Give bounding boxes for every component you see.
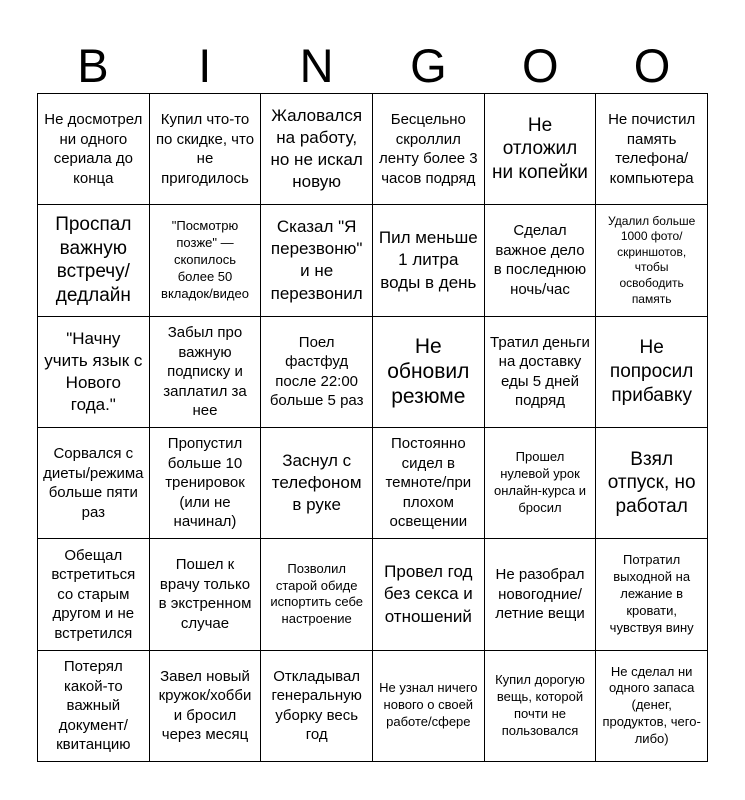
bingo-cell[interactable]: Постоянно сидел в темноте/при плохом освещении [373,428,485,539]
bingo-cell[interactable]: Купил дорогую вещь, которой почти не пользовался [485,651,597,762]
bingo-grid [37,93,708,762]
bingo-header [37,36,708,94]
bingo-cell[interactable]: "Начну учить язык с Нового года." [38,317,150,428]
bingo-cell[interactable]: Сделал важное дело в последнюю ночь/час [485,205,597,316]
bingo-cell[interactable]: Откладывал генеральную уборку весь год [261,651,373,762]
bingo-cell[interactable]: Сорвался с диеты/режима больше пяти раз [38,428,150,539]
bingo-cell[interactable]: Не попросил прибавку [596,317,708,428]
bingo-cell[interactable]: Поел фастфуд после 22:00 больше 5 раз [261,317,373,428]
header-letter: N [299,38,334,92]
bingo-cell[interactable]: Заснул с телефоном в руке [261,428,373,539]
bingo-cell[interactable]: Тратил деньги на доставку еды 5 дней подряд [485,317,597,428]
bingo-cell[interactable]: Позволил старой обиде испортить себе настроение [261,539,373,650]
header-letter: G [410,38,447,92]
bingo-cell[interactable]: Не почистил память телефона/компьютера [596,94,708,205]
bingo-cell[interactable]: Сказал "Я перезвоню" и не перезвонил [261,205,373,316]
bingo-cell[interactable]: Провел год без секса и отношений [373,539,485,650]
bingo-cell[interactable]: Проспал важную встречу/дедлайн [38,205,150,316]
bingo-cell[interactable]: Прошел нулевой урок онлайн-курса и бросил [485,428,597,539]
bingo-cell[interactable]: Жаловался на работу, но не искал новую [261,94,373,205]
bingo-cell[interactable]: Завел новый кружок/хобби и бросил через месяц [150,651,262,762]
header-letter: O [521,38,559,92]
header-letter: O [633,38,671,92]
bingo-cell[interactable]: Обещал встретиться со старым другом и не встретился [38,539,150,650]
bingo-cell[interactable]: Потратил выходной на лежание в кровати, чувствуя вину [596,539,708,650]
bingo-cell[interactable]: Пропустил больше 10 тренировок (или не начинал) [150,428,262,539]
bingo-cell[interactable]: "Посмотрю позже" — скопилось более 50 вкладок/видео [150,205,262,316]
bingo-cell[interactable]: Не узнал ничего нового о своей работе/сфере [373,651,485,762]
bingo-cell[interactable]: Пошел к врачу только в экстренном случае [150,539,262,650]
bingo-cell[interactable]: Взял отпуск, но работал [596,428,708,539]
bingo-cell[interactable]: Потерял какой-то важный документ/квитанцию [38,651,150,762]
bingo-cell[interactable]: Бесцельно скроллил ленту более 3 часов подряд [373,94,485,205]
bingo-cell[interactable]: Не отложил ни копейки [485,94,597,205]
bingo-cell[interactable]: Забыл про важную подписку и заплатил за нее [150,317,262,428]
header-letter: I [198,38,212,92]
bingo-cell[interactable]: Не сделал ни одного запаса (денег, продуктов, чего-либо) [596,651,708,762]
bingo-cell[interactable]: Не досмотрел ни одного сериала до конца [38,94,150,205]
header-letter: B [77,38,109,92]
bingo-cell[interactable]: Пил меньше 1 литра воды в день [373,205,485,316]
bingo-cell[interactable]: Не обновил резюме [373,317,485,428]
bingo-cell[interactable]: Удалил больше 1000 фото/скриншотов, чтобы освободить память [596,205,708,316]
bingo-cell[interactable]: Купил что-то по скидке, что не пригодилось [150,94,262,205]
bingo-cell[interactable]: Не разобрал новогодние/летние вещи [485,539,597,650]
